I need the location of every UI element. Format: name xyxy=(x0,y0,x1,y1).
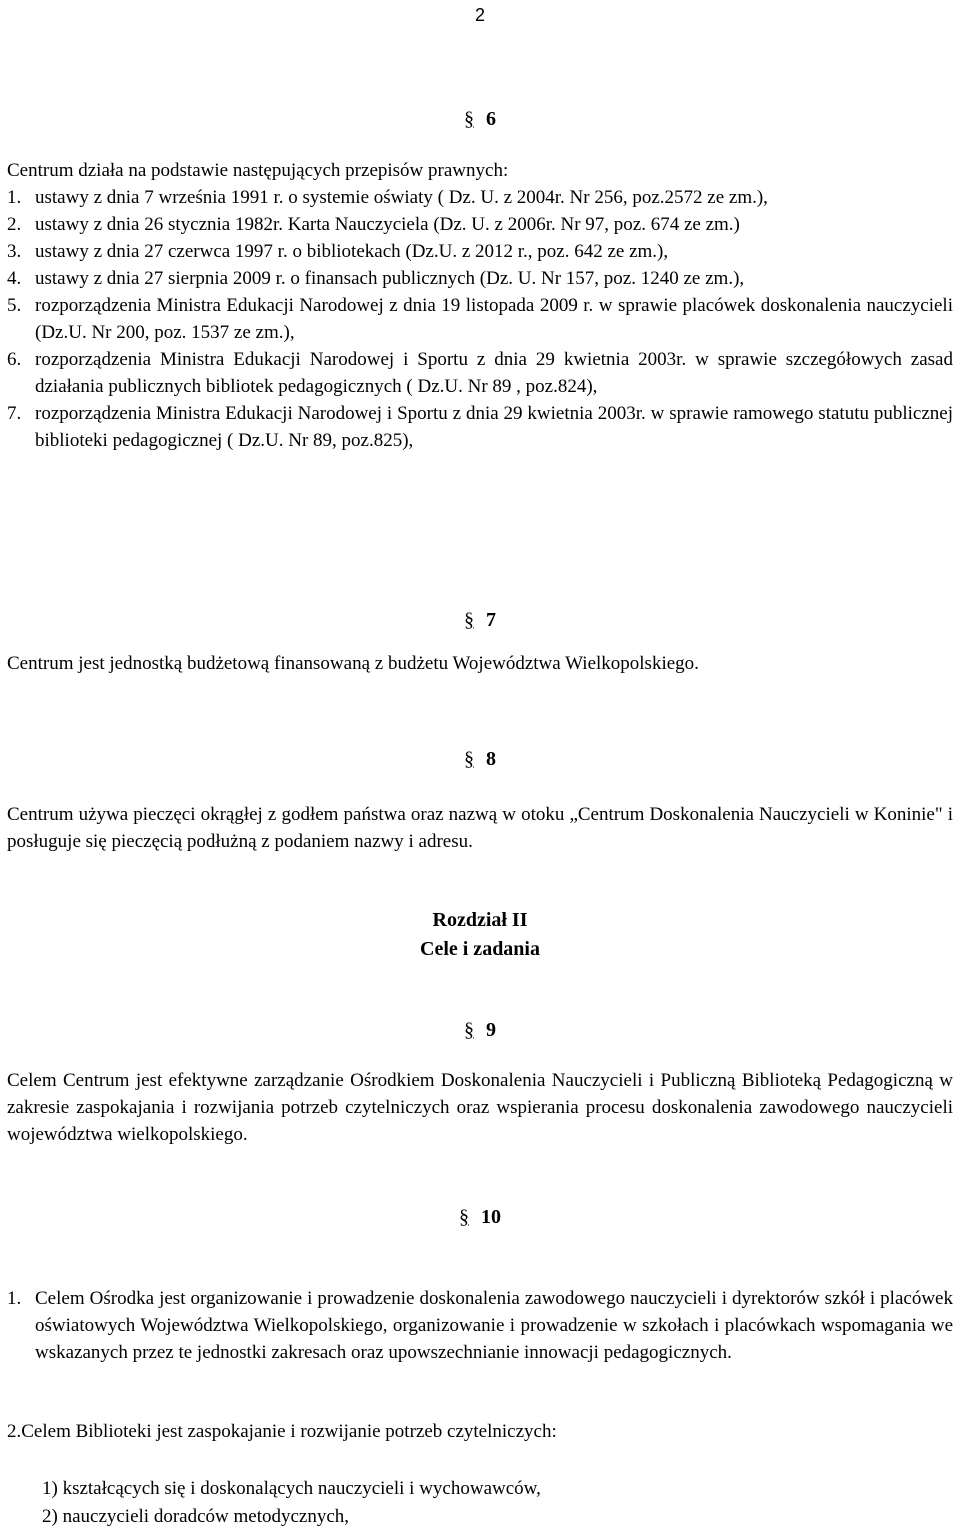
section-10-heading xyxy=(0,1204,960,1231)
section-symbol: § xyxy=(464,748,474,770)
list-item: 3. ustawy z dnia 27 czerwca 1997 r. o bibliotekach (Dz.U. z 2012 r., poz. 642 ze zm.), xyxy=(7,241,669,262)
list-item: 2) nauczycieli doradców metodycznych, xyxy=(42,1506,350,1527)
section-8-text: Centrum używa pieczęci okrągłej z godłem państwa oraz nazwą w otoku „Centrum Doskonalenia Nauczycieli w Koninie" i posługuje się pieczęcią podłużną z podaniem nazwy i adresu. xyxy=(7,804,953,852)
section-number: 7 xyxy=(486,609,496,631)
section-symbol: § xyxy=(459,1206,469,1228)
section-symbol: § xyxy=(464,609,474,631)
section-10-item-1: 1. Celem Ośrodka jest organizowanie i prowadzenie doskonalenia zawodowego nauczycieli i dyrektorów szkół i placówek oświatowych Województwa Wielkopolskiego, organizowanie i prowadzenie w szkołach i placówkach wspomagania we wskazanych przez te jednostki zakresach oraz upowszechnianie innowacji pedagogicznych. xyxy=(7,1288,953,1363)
section-9-text: Celem Centrum jest efektywne zarządzanie Ośrodkiem Doskonalenia Nauczycieli i Publiczną Biblioteką Pedagogiczną w zakresie zaspokajania i rozwijania potrzeb czytelniczych oraz wspierania procesu doskonalenia zawodowego nauczycieli województwa wielkopolskiego. xyxy=(7,1070,953,1145)
section-9-heading xyxy=(0,1017,960,1044)
list-item: 7. rozporządzenia Ministra Edukacji Narodowej i Sportu z dnia 29 kwietnia 2003r. w sprawie ramowego statutu publicznej biblioteki pedagogicznej ( Dz.U. Nr 89, poz.825), xyxy=(7,403,953,451)
chapter-title: Rozdział II xyxy=(432,909,528,931)
list-item: 6. rozporządzenia Ministra Edukacji Narodowej i Sportu z dnia 29 kwietnia 2003r. w sprawie szczegółowych zasad działania publicznych bibliotek pedagogicznych ( Dz.U. Nr 89 , poz.824), xyxy=(7,349,953,397)
section-number: 10 xyxy=(481,1206,501,1228)
page-number: 2 xyxy=(474,5,485,25)
list-item: 1. ustawy z dnia 7 września 1991 r. o systemie oświaty ( Dz. U. z 2004r. Nr 256, poz.2572 ze zm.), xyxy=(7,187,768,208)
section-10-item-2: 2.Celem Biblioteki jest zaspokajanie i rozwijanie potrzeb czytelniczych: xyxy=(7,1421,557,1442)
list-item: 5. rozporządzenia Ministra Edukacji Narodowej z dnia 19 listopada 2009 r. w sprawie placówek doskonalenia nauczycieli (Dz.U. Nr 200, poz. 1537 ze zm.), xyxy=(7,295,953,343)
section-7-heading xyxy=(0,607,960,634)
section-6-intro: Centrum działa na podstawie następujących przepisów prawnych: xyxy=(7,160,509,181)
section-6-body xyxy=(7,157,953,454)
section-number: 9 xyxy=(486,1019,496,1041)
section-number: 8 xyxy=(486,748,496,770)
section-6-heading xyxy=(0,106,960,133)
section-7-text: Centrum jest jednostką budżetową finansowaną z budżetu Województwa Wielkopolskiego. xyxy=(7,653,699,674)
section-8-heading xyxy=(0,746,960,773)
chapter-subtitle: Cele i zadania xyxy=(420,938,540,960)
section-symbol: § xyxy=(464,1019,474,1041)
list-item: 2. ustawy z dnia 26 stycznia 1982r. Karta Nauczyciela (Dz. U. z 2006r. Nr 97, poz. 674 ze zm.) xyxy=(7,214,740,235)
list-item: 1) kształcących się i doskonalących nauczycieli i wychowawców, xyxy=(42,1478,541,1499)
list-item: 4. ustawy z dnia 27 sierpnia 2009 r. o finansach publicznych (Dz. U. Nr 157, poz. 1240 ze zm.), xyxy=(7,268,745,289)
section-number: 6 xyxy=(486,108,496,130)
section-symbol: § xyxy=(464,108,474,130)
